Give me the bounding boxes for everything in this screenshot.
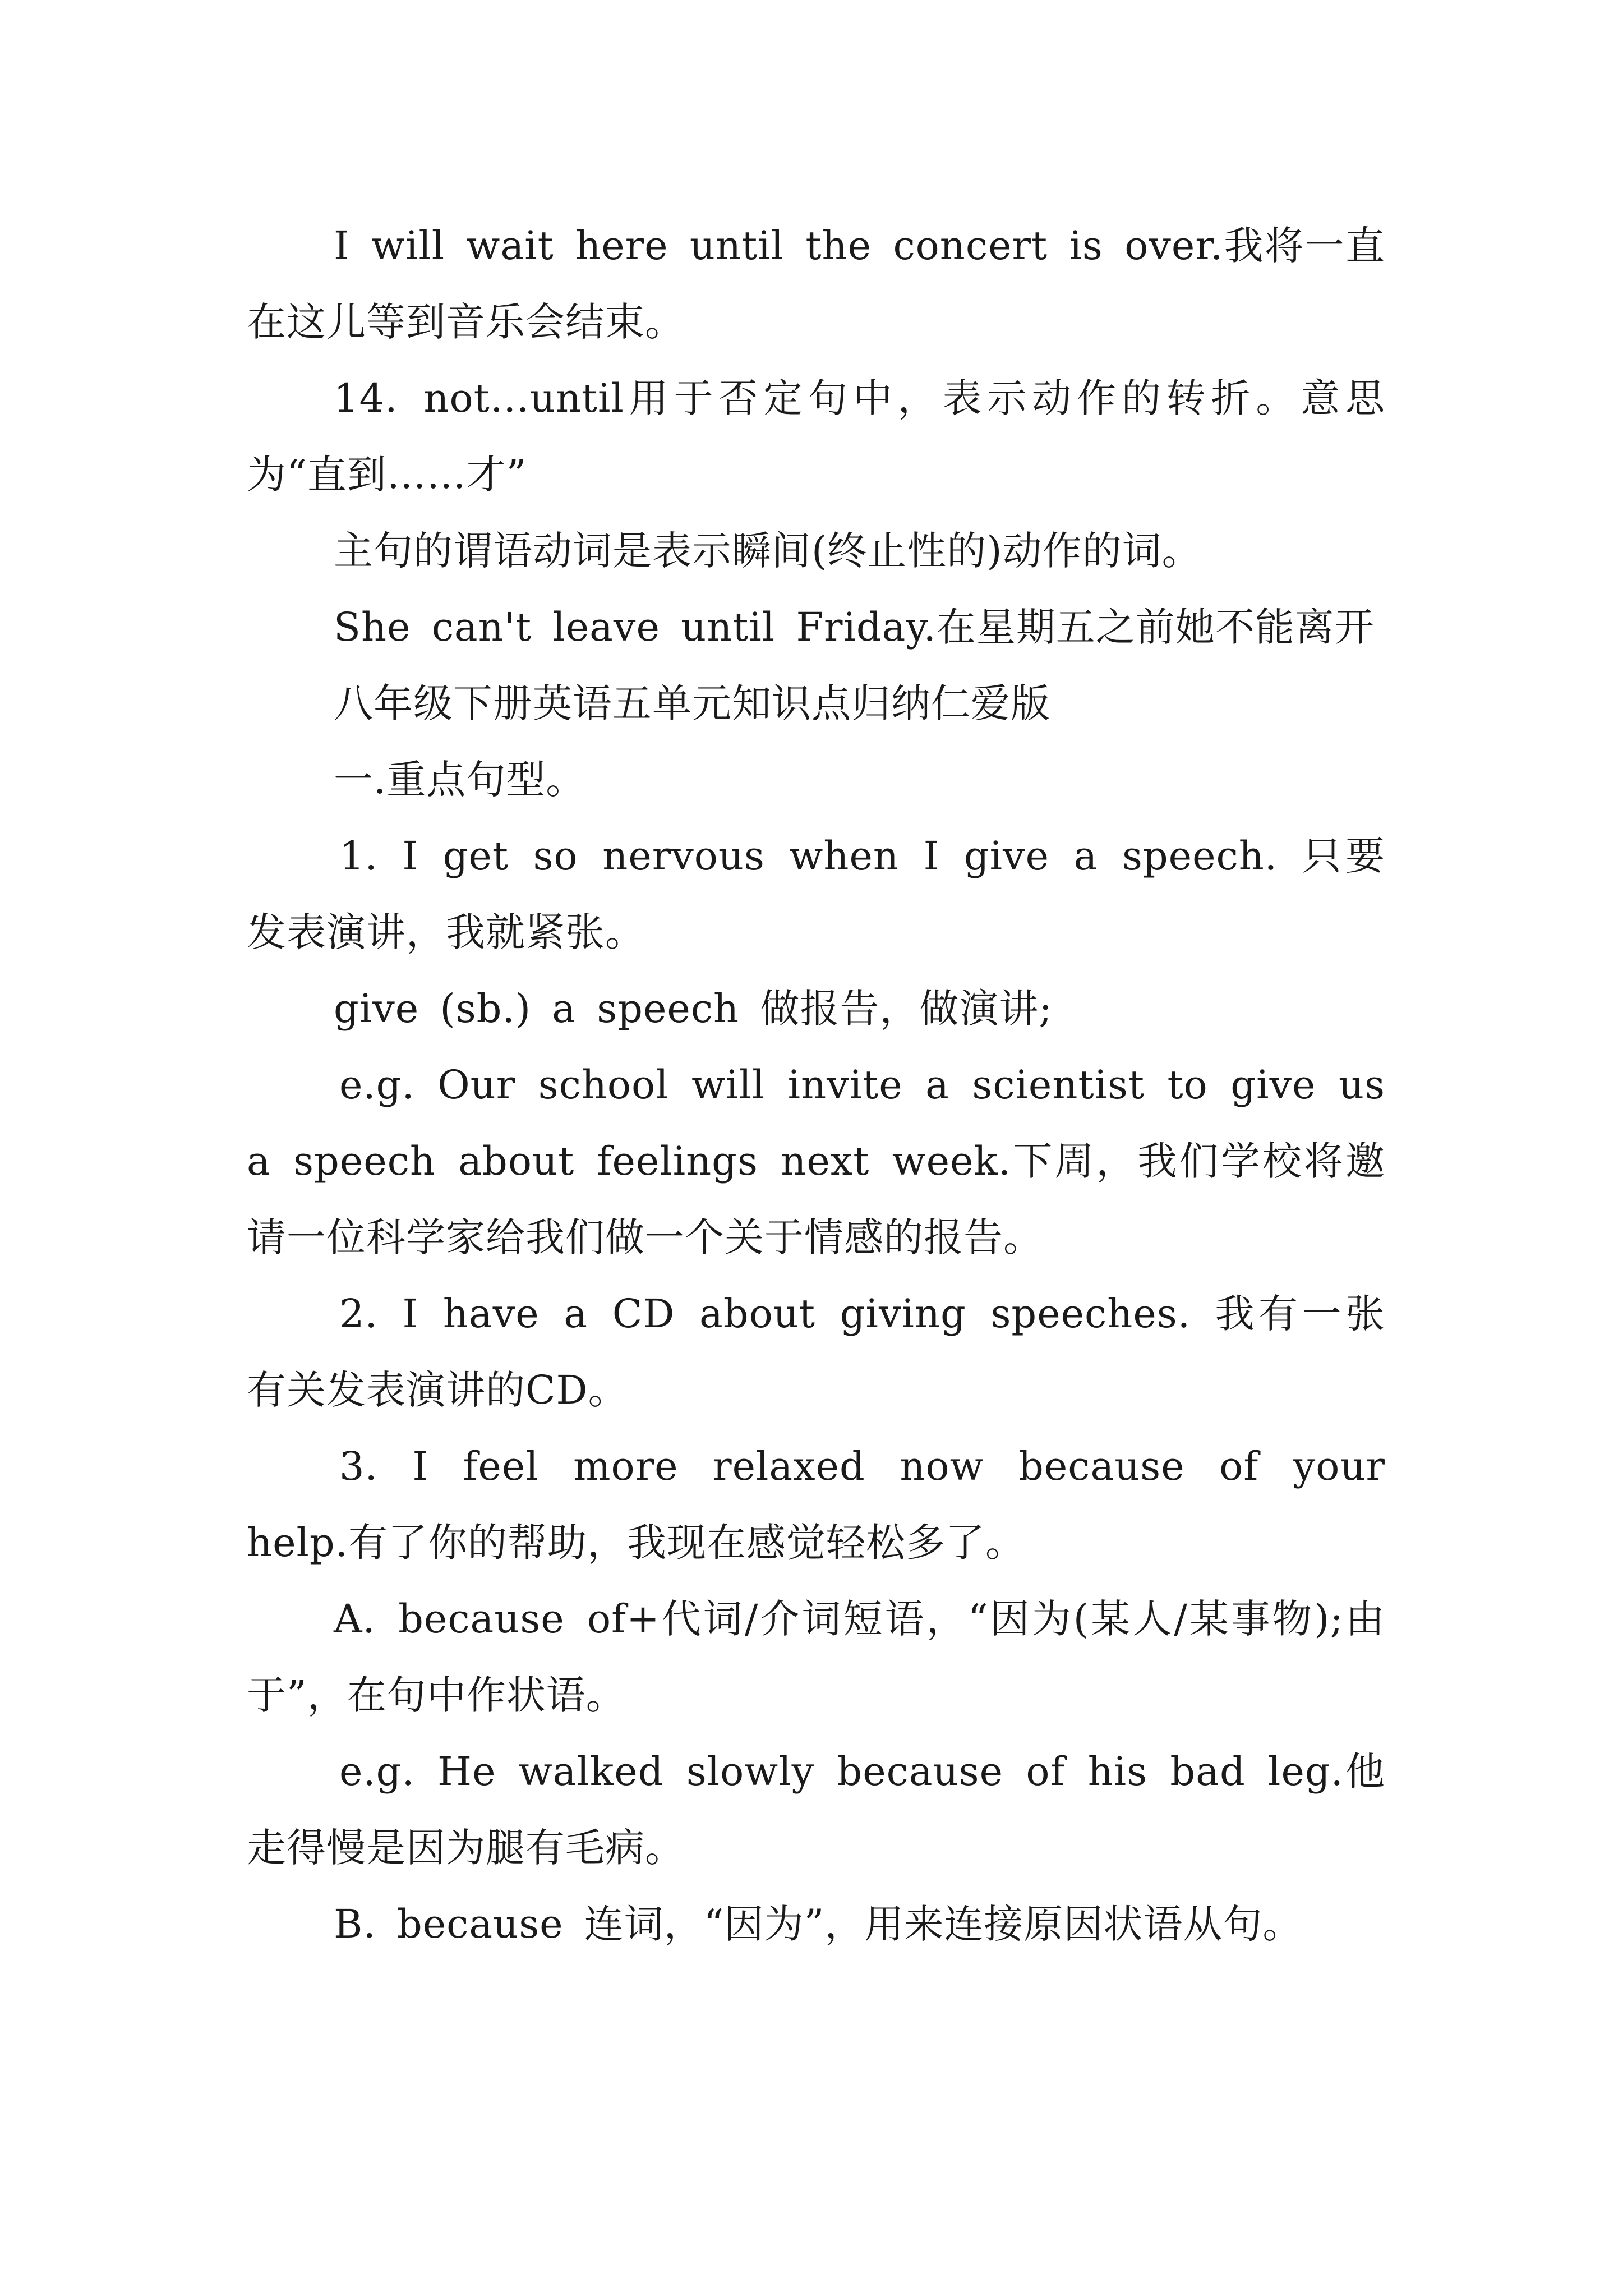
paragraph-example-concert: I will wait here until the concert is over.我将一直在这儿等到音乐会结束。 — [247, 223, 1385, 345]
section-title: 八年级下册英语五单元知识点归纳仁爱版 — [334, 680, 1050, 726]
paragraph-because-of: A. because of+代词/介词短语，“因为(某人/某事物);由于”，在句中作状语。 — [247, 1596, 1385, 1718]
paragraph-sentence-1: 1. I get so nervous when I give a speech. 只要发表演讲，我就紧张。 — [247, 833, 1385, 955]
paragraph-sentence-2: 2. I have a CD about giving speeches. 我有一张有关发表演讲的CD。 — [247, 1291, 1385, 1413]
paragraph-point-14: 14. not…until用于否定句中，表示动作的转折。意思为“直到……才” — [247, 375, 1385, 498]
document-body — [247, 208, 1385, 1962]
paragraph-example-bad-leg: e.g. He walked slowly because of his bad leg.他走得慢是因为腿有毛病。 — [247, 1749, 1385, 1871]
paragraph-example-friday: She can't leave until Friday.在星期五之前她不能离开 — [334, 604, 1375, 650]
paragraph-sentence-3: 3. I feel more relaxed now because of your help.有了你的帮助，我现在感觉轻松多了。 — [247, 1443, 1385, 1566]
section-heading-key-sentences: 一.重点句型。 — [334, 757, 586, 803]
paragraph-main-clause-note: 主句的谓语动词是表示瞬间(终止性的)动作的词。 — [334, 528, 1202, 574]
paragraph-because: B. because 连词，“因为”，用来连接原因状语从句。 — [334, 1901, 1303, 1947]
paragraph-example-scientist: e.g. Our school will invite a scientist to give us a speech about feelings next week.下周，我们学校将邀请一位科学家给我们做一个关于情感的报告。 — [247, 1062, 1385, 1260]
paragraph-give-speech: give (sb.) a speech 做报告，做演讲; — [334, 986, 1053, 1032]
